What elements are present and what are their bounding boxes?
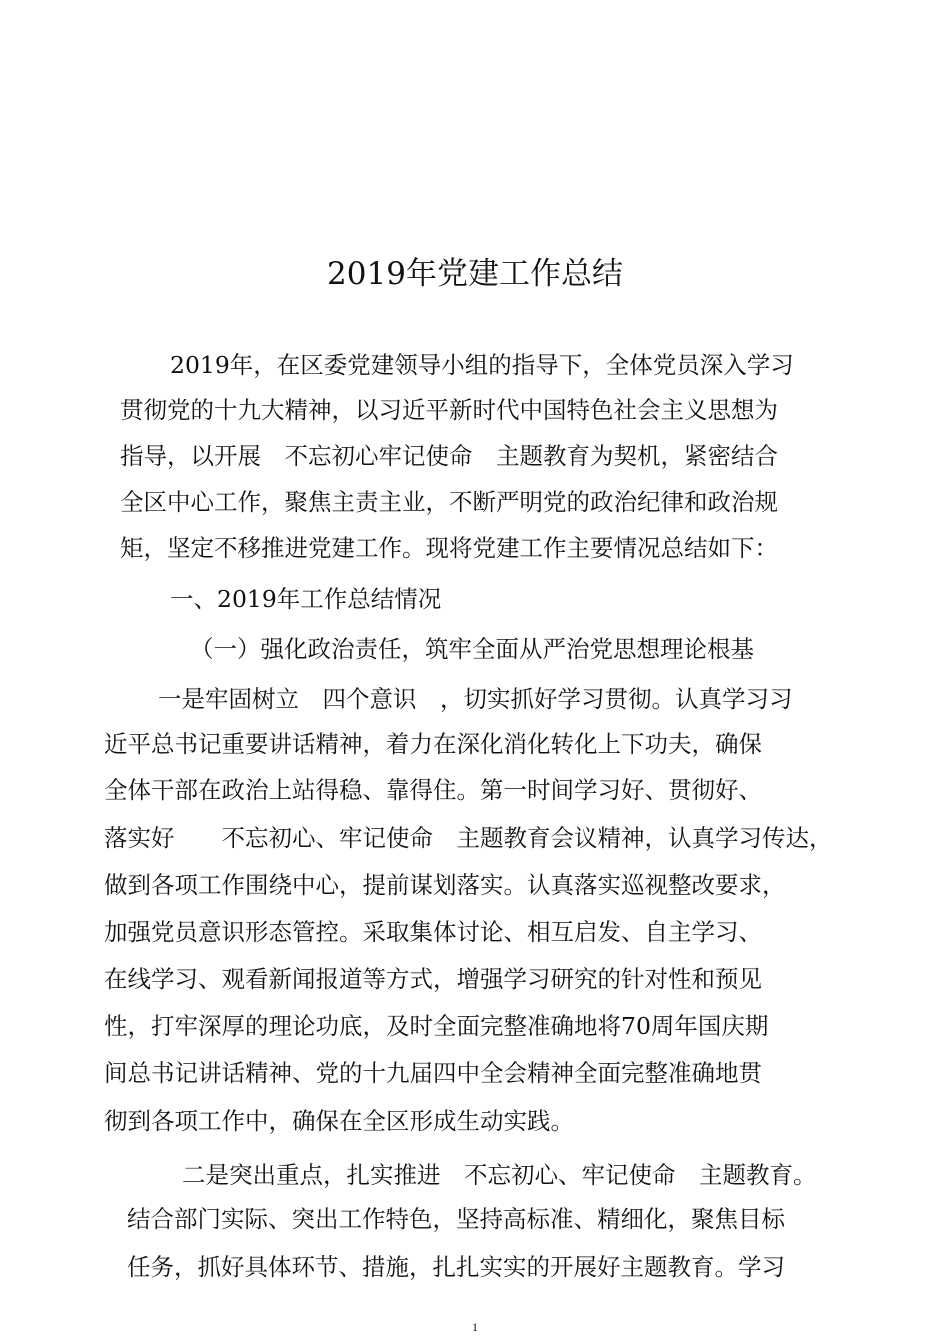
section-heading: 一、2019年工作总结情况 (170, 585, 442, 613)
body-line: 任务，抓好具体环节、措施，扎扎实实的开展好主题教育。学习 (127, 1253, 785, 1281)
body-line: 全体干部在政治上站得稳、靠得住。第一时间学习好、贯彻好、 (104, 776, 762, 804)
document-title: 2019年党建工作总结 (327, 256, 623, 292)
body-line: 加强党员意识形态管控。采取集体讨论、相互启发、自主学习、 (104, 918, 762, 946)
body-line: 做到各项工作围绕中心，提前谋划落实。认真落实巡视整改要求， (104, 871, 786, 899)
page-number: 1 (472, 1320, 478, 1334)
body-line: 间总书记讲话精神、党的十九届四中全会精神全面完整准确地贯 (104, 1059, 762, 1087)
body-line: 贯彻党的十九大精神，以习近平新时代中国特色社会主义思想为 (120, 396, 778, 424)
body-line: 矩，坚定不移推进党建工作。现将党建工作主要情况总结如下： (120, 534, 778, 562)
body-line: 全区中心工作，聚焦主责主业，不断严明党的政治纪律和政治规 (120, 488, 778, 516)
body-line: 二是突出重点，扎实推进 不忘初心、牢记使命 主题教育。 (182, 1161, 817, 1189)
body-line: 近平总书记重要讲话精神，着力在深化消化转化上下功夫，确保 (104, 730, 762, 758)
subsection-heading: （一）强化政治责任，筑牢全面从严治党思想理论根基 (190, 635, 754, 663)
body-line: 一是牢固树立 四个意识 ，切实抓好学习贯彻。认真学习习 (158, 685, 793, 713)
body-line: 在线学习、观看新闻报道等方式，增强学习研究的针对性和预见 (104, 965, 762, 993)
body-line: 2019年，在区委党建领导小组的指导下，全体党员深入学习 (170, 351, 794, 379)
body-line: 性，打牢深厚的理论功底，及时全面完整准确地将70周年国庆期 (104, 1012, 769, 1040)
body-line: 彻到各项工作中，确保在全区形成生动实践。 (104, 1107, 574, 1135)
body-line: 结合部门实际、突出工作特色，坚持高标准、精细化，聚焦目标 (127, 1205, 785, 1233)
body-line: 落实好 不忘初心、牢记使命 主题教育会议精神，认真学习传达， (104, 824, 833, 852)
body-line: 指导，以开展 不忘初心牢记使命 主题教育为契机，紧密结合 (120, 442, 778, 470)
